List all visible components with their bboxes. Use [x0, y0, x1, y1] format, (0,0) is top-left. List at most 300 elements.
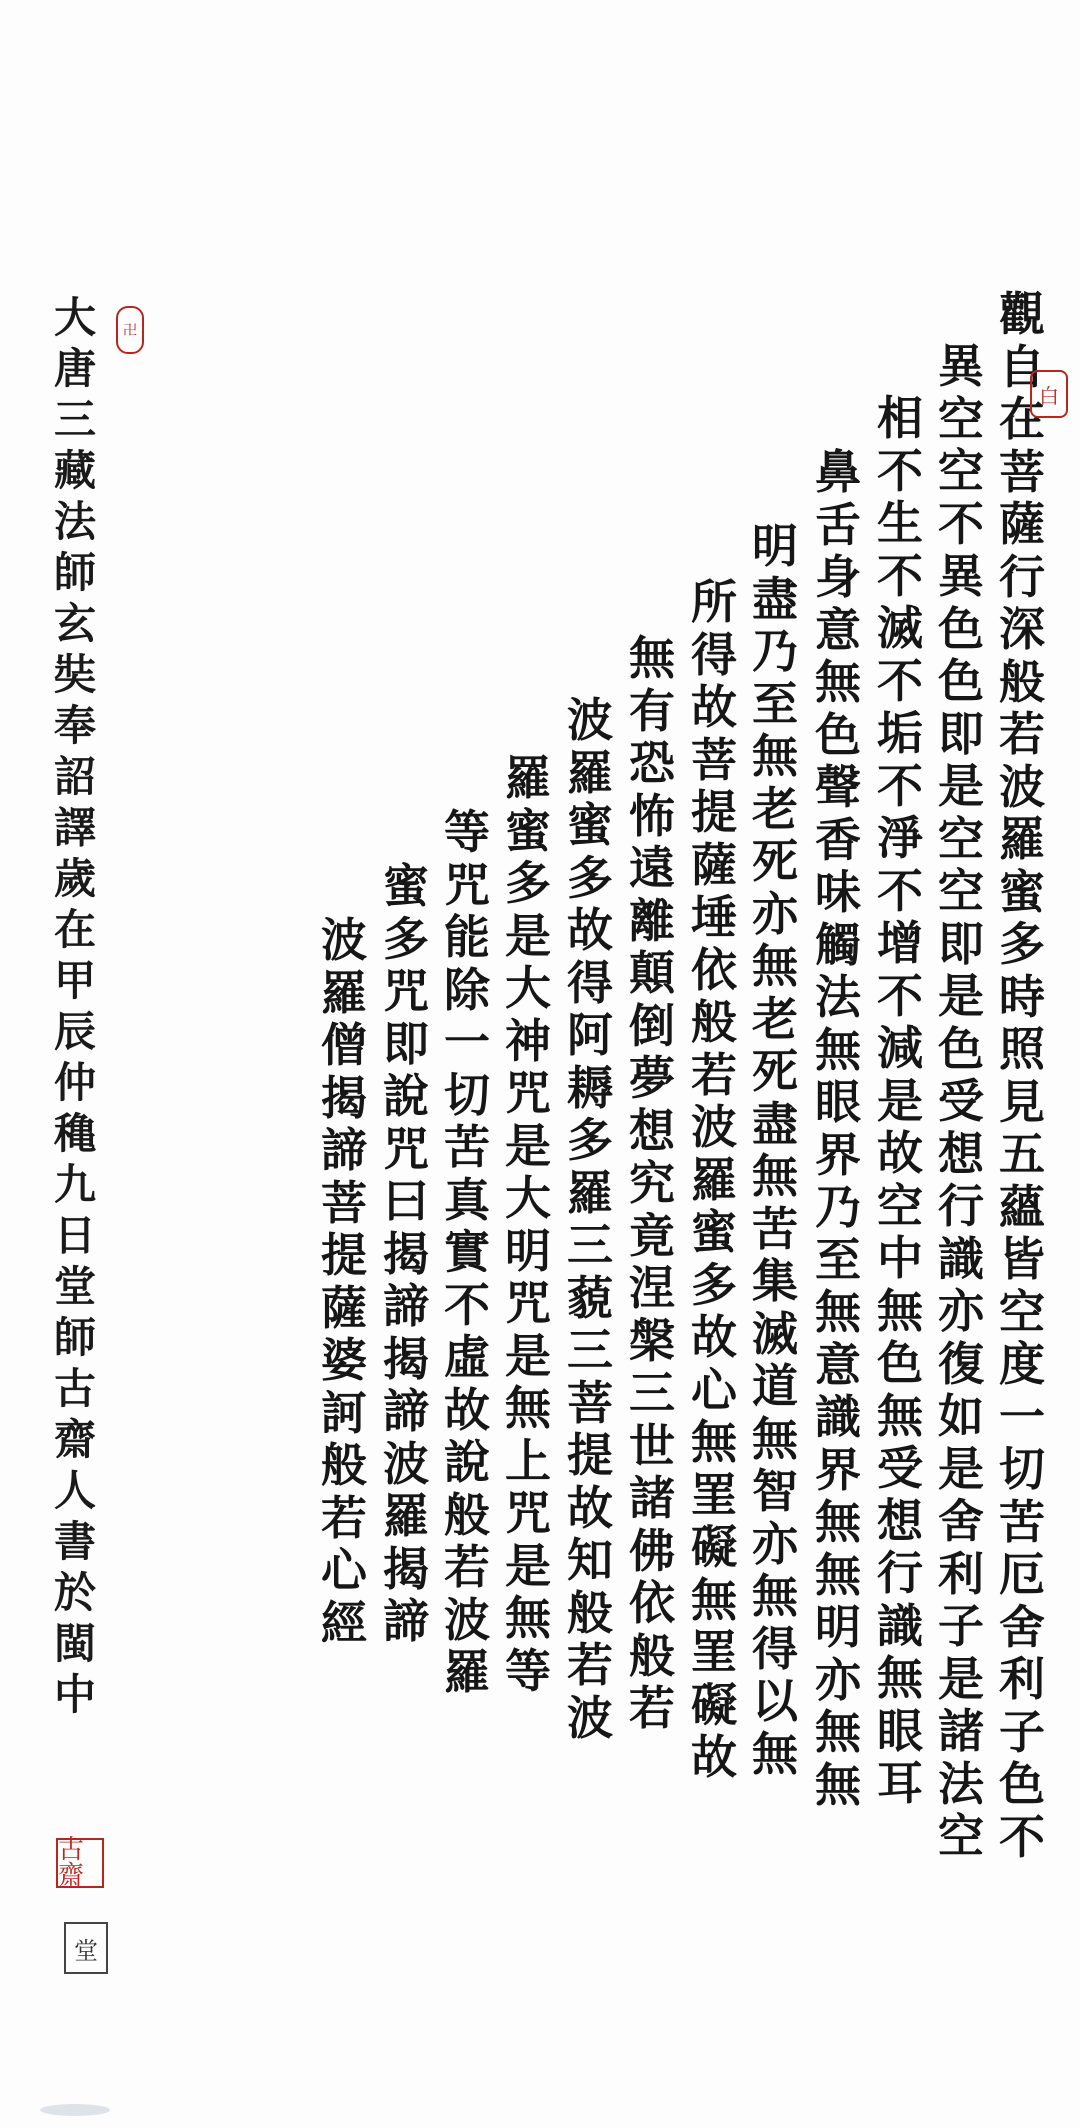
sutra-glyph: 苦	[444, 1120, 490, 1174]
sutra-glyph: 識	[815, 1390, 861, 1444]
sutra-glyph: 老	[752, 991, 798, 1046]
sutra-glyph: 諦	[383, 1279, 429, 1333]
sutra-glyph: 依	[691, 942, 737, 997]
sutra-glyph: 明	[505, 1223, 551, 1278]
sutra-glyph: 多	[567, 1113, 613, 1167]
sutra-glyph: 是	[505, 1118, 551, 1173]
sutra-glyph: 是	[505, 1538, 551, 1593]
sutra-glyph: 不	[877, 443, 923, 498]
sutra-glyph: 在	[999, 392, 1045, 446]
sutra-glyph: 三	[629, 1366, 675, 1420]
sutra-glyph: 亦	[752, 1516, 798, 1571]
sutra-glyph: 空	[938, 391, 984, 446]
sutra-glyph: 訶	[321, 1385, 367, 1440]
sutra-glyph: 埵	[691, 890, 737, 944]
sutra-glyph: 切	[999, 1442, 1045, 1496]
sutra-glyph: 垢	[877, 706, 923, 760]
sutra-glyph: 得	[691, 627, 737, 682]
sutra-glyph: 若	[999, 707, 1045, 761]
sutra-glyph: 諦	[321, 1123, 367, 1177]
signature-column	[48, 292, 102, 1720]
sutra-glyph: 大	[505, 1171, 551, 1225]
sutra-glyph: 利	[999, 1652, 1045, 1706]
sutra-glyph: 羅	[383, 1489, 429, 1543]
sutra-glyph: 諦	[383, 1384, 429, 1438]
sutra-glyph: 是	[505, 1328, 551, 1383]
sutra-glyph: 無	[815, 1705, 861, 1759]
sutra-glyph: 提	[691, 785, 737, 839]
sutra-glyph: 神	[505, 1013, 551, 1068]
signature-glyph: 穐	[53, 1109, 96, 1158]
sutra-glyph: 無	[877, 1651, 923, 1705]
sutra-glyph: 想	[938, 1126, 984, 1181]
sutra-column-5	[745, 520, 805, 1780]
sutra-glyph: 若	[321, 1490, 367, 1545]
sutra-glyph: 羅	[691, 1152, 737, 1207]
sutra-glyph: 僧	[321, 1018, 367, 1072]
sutra-glyph: 不	[877, 758, 923, 813]
photo-edge-shadow	[40, 2104, 110, 2116]
sutra-glyph: 得	[567, 955, 613, 1010]
sutra-glyph: 空	[938, 444, 984, 498]
sutra-glyph: 般	[444, 1487, 490, 1542]
sutra-glyph: 無	[752, 1726, 798, 1781]
sutra-glyph: 意	[815, 602, 861, 657]
sutra-glyph: 色	[938, 1021, 984, 1076]
sutra-glyph: 般	[567, 1585, 613, 1640]
sutra-glyph: 集	[752, 1254, 798, 1308]
sutra-glyph: 波	[321, 913, 367, 967]
sutra-glyph: 即	[938, 916, 984, 971]
sutra-glyph: 揭	[383, 1541, 429, 1596]
sutra-glyph: 離	[629, 893, 675, 948]
sutra-glyph: 佛	[629, 1523, 675, 1578]
sutra-glyph: 不	[877, 548, 923, 603]
sutra-glyph: 無	[691, 1572, 737, 1627]
sutra-glyph: 諦	[383, 1594, 429, 1648]
sutra-glyph: 羅	[567, 1165, 613, 1220]
sutra-glyph: 是	[938, 759, 984, 813]
sutra-glyph: 盡	[752, 571, 798, 626]
sutra-glyph: 無	[752, 1411, 798, 1466]
sutra-glyph: 受	[938, 1074, 984, 1128]
sutra-glyph: 識	[877, 1598, 923, 1653]
sutra-glyph: 無	[629, 631, 675, 685]
sutra-glyph: 淨	[877, 811, 923, 865]
sutra-glyph: 不	[444, 1277, 490, 1332]
sutra-glyph: 羅	[567, 745, 613, 800]
sutra-glyph: 三	[567, 1323, 613, 1377]
sutra-glyph: 蜜	[999, 864, 1045, 919]
signature-glyph: 三	[53, 395, 96, 444]
sutra-glyph: 聲	[815, 760, 861, 814]
seal-name: 古齋	[56, 1838, 104, 1888]
sutra-glyph: 所	[691, 575, 737, 629]
signature-glyph: 藏	[53, 446, 96, 495]
sutra-glyph: 心	[321, 1543, 367, 1597]
signature-glyph: 譯	[53, 803, 96, 852]
sutra-glyph: 味	[815, 865, 861, 919]
sutra-glyph: 死	[752, 1044, 798, 1098]
sutra-glyph: 色	[938, 601, 984, 656]
sutra-glyph: 利	[938, 1546, 984, 1601]
sutra-glyph: 藐	[567, 1270, 613, 1325]
sutra-glyph: 受	[877, 1441, 923, 1495]
sutra-glyph: 無	[505, 1381, 551, 1435]
sutra-glyph: 是	[877, 1073, 923, 1128]
sutra-glyph: 皆	[999, 1232, 1045, 1286]
sutra-glyph: 觸	[815, 917, 861, 972]
sutra-glyph: 槃	[629, 1313, 675, 1368]
sutra-glyph: 是	[505, 908, 551, 963]
sutra-glyph: 故	[567, 903, 613, 957]
sutra-glyph: 故	[444, 1382, 490, 1437]
sutra-glyph: 蜜	[691, 1205, 737, 1259]
sutra-glyph: 多	[691, 1257, 737, 1312]
sutra-glyph: 即	[938, 706, 984, 761]
sutra-glyph: 咒	[505, 1276, 551, 1330]
sutra-glyph: 中	[877, 1231, 923, 1285]
sutra-glyph: 空	[938, 1809, 984, 1863]
sutra-glyph: 舌	[815, 497, 861, 552]
signature-glyph: 奘	[53, 650, 96, 699]
sutra-glyph: 揭	[383, 1331, 429, 1386]
signature-glyph: 於	[53, 1568, 96, 1617]
sutra-glyph: 無	[815, 1022, 861, 1077]
sutra-glyph: 說	[383, 1069, 429, 1123]
sutra-glyph: 觀	[999, 287, 1045, 341]
sutra-glyph: 相	[877, 391, 923, 445]
signature-glyph: 中	[53, 1670, 96, 1719]
sutra-glyph: 波	[691, 1100, 737, 1154]
sutra-glyph: 羅	[444, 1645, 490, 1699]
signature-glyph: 人	[53, 1466, 96, 1515]
sutra-glyph: 乃	[752, 624, 798, 678]
sutra-glyph: 薩	[999, 497, 1045, 551]
sutra-glyph: 色	[877, 1336, 923, 1390]
sutra-glyph: 竟	[629, 1208, 675, 1263]
sutra-glyph: 能	[444, 910, 490, 964]
sutra-column-4	[808, 446, 868, 1811]
sutra-glyph: 咒	[383, 964, 429, 1018]
sutra-glyph: 無	[752, 729, 798, 783]
signature-glyph: 閩	[53, 1619, 96, 1668]
sutra-glyph: 空	[999, 1284, 1045, 1339]
sutra-glyph: 舍	[999, 1599, 1045, 1654]
sutra-glyph: 耨	[567, 1060, 613, 1115]
sutra-glyph: 至	[752, 676, 798, 731]
sutra-glyph: 無	[815, 1495, 861, 1549]
sutra-column-9	[498, 752, 558, 1697]
sutra-glyph: 行	[877, 1546, 923, 1600]
sutra-glyph: 無	[877, 1388, 923, 1443]
sutra-glyph: 蜜	[383, 859, 429, 913]
sutra-glyph: 不	[877, 863, 923, 918]
sutra-glyph: 耳	[877, 1756, 923, 1810]
sutra-glyph: 度	[999, 1337, 1045, 1391]
sutra-glyph: 亦	[752, 886, 798, 941]
sutra-glyph: 等	[505, 1643, 551, 1698]
sutra-glyph: 般	[999, 654, 1045, 709]
sutra-glyph: 礙	[691, 1520, 737, 1574]
signature-glyph: 玄	[53, 599, 96, 648]
sutra-glyph: 減	[877, 1021, 923, 1075]
signature-glyph: 師	[53, 1313, 96, 1362]
sutra-glyph: 多	[567, 850, 613, 905]
sutra-glyph: 倒	[629, 998, 675, 1053]
sutra-glyph: 子	[938, 1599, 984, 1653]
sutra-glyph: 亦	[815, 1652, 861, 1707]
sutra-glyph: 行	[938, 1179, 984, 1233]
signature-glyph: 甲	[53, 956, 96, 1005]
sutra-glyph: 明	[815, 1600, 861, 1654]
sutra-glyph: 薩	[691, 837, 737, 892]
sutra-glyph: 子	[999, 1704, 1045, 1759]
sutra-glyph: 若	[567, 1638, 613, 1692]
sutra-glyph: 大	[505, 961, 551, 1015]
sutra-glyph: 故	[691, 680, 737, 734]
sutra-glyph: 依	[629, 1576, 675, 1630]
sutra-glyph: 滅	[877, 601, 923, 655]
sutra-glyph: 故	[877, 1126, 923, 1180]
sutra-glyph: 上	[505, 1433, 551, 1488]
sutra-glyph: 遠	[629, 841, 675, 895]
sutra-column-12	[314, 914, 374, 1649]
sutra-glyph: 生	[877, 496, 923, 550]
sutra-glyph: 揭	[383, 1226, 429, 1281]
sutra-glyph: 明	[752, 519, 798, 573]
sutra-glyph: 深	[999, 602, 1045, 656]
sutra-glyph: 多	[383, 911, 429, 966]
sutra-glyph: 虛	[444, 1330, 490, 1384]
sutra-glyph: 切	[444, 1067, 490, 1122]
sutra-glyph: 智	[752, 1464, 798, 1518]
signature-glyph: 奉	[53, 701, 96, 750]
sutra-glyph: 諸	[629, 1471, 675, 1525]
sutra-glyph: 意	[815, 1337, 861, 1392]
sutra-glyph: 照	[999, 1022, 1045, 1076]
signature-glyph: 堂	[53, 1262, 96, 1311]
sutra-glyph: 般	[321, 1438, 367, 1492]
sutra-glyph: 見	[999, 1074, 1045, 1129]
sutra-glyph: 咒	[383, 1121, 429, 1176]
sutra-column-2	[931, 340, 991, 1863]
sutra-glyph: 以	[752, 1674, 798, 1728]
sutra-glyph: 除	[444, 962, 490, 1017]
sutra-glyph: 罣	[691, 1625, 737, 1679]
seal-top-right: 白	[1030, 370, 1068, 418]
sutra-glyph: 蜜	[505, 803, 551, 858]
sutra-glyph: 增	[877, 916, 923, 970]
sutra-glyph: 無	[752, 939, 798, 993]
sutra-glyph: 自	[999, 339, 1045, 394]
sutra-glyph: 空	[877, 1178, 923, 1233]
signature-glyph: 古	[53, 1364, 96, 1413]
sutra-glyph: 不	[938, 496, 984, 551]
sutra-glyph: 諸	[938, 1704, 984, 1758]
sutra-glyph: 法	[938, 1756, 984, 1811]
sutra-glyph: 無	[752, 1569, 798, 1623]
signature-glyph: 師	[53, 548, 96, 597]
sutra-glyph: 故	[691, 1730, 737, 1784]
sutra-glyph: 界	[815, 1442, 861, 1497]
sutra-glyph: 滅	[752, 1306, 798, 1361]
sutra-glyph: 羅	[999, 812, 1045, 866]
sutra-glyph: 厄	[999, 1547, 1045, 1601]
sutra-glyph: 異	[938, 549, 984, 603]
sutra-glyph: 波	[444, 1592, 490, 1647]
sutra-glyph: 揭	[321, 1070, 367, 1125]
sutra-glyph: 法	[815, 970, 861, 1024]
sutra-glyph: 罣	[691, 1467, 737, 1522]
sutra-glyph: 道	[752, 1359, 798, 1413]
sutra-glyph: 菩	[321, 1175, 367, 1230]
sutra-glyph: 色	[815, 707, 861, 762]
sutra-glyph: 婆	[321, 1333, 367, 1387]
signature-glyph: 在	[53, 905, 96, 954]
sutra-glyph: 苦	[999, 1494, 1045, 1549]
sutra-glyph: 羅	[321, 965, 367, 1020]
sutra-glyph: 色	[999, 1757, 1045, 1811]
sutra-glyph: 無	[752, 1149, 798, 1203]
sutra-glyph: 多	[999, 917, 1045, 971]
sutra-glyph: 故	[691, 1310, 737, 1364]
sutra-glyph: 提	[567, 1428, 613, 1482]
sutra-glyph: 羅	[505, 751, 551, 805]
sutra-glyph: 菩	[691, 732, 737, 787]
sutra-glyph: 薩	[321, 1280, 367, 1335]
sutra-glyph: 復	[938, 1336, 984, 1391]
sutra-glyph: 想	[629, 1103, 675, 1158]
sutra-glyph: 無	[505, 1591, 551, 1645]
signature-glyph: 大	[53, 293, 96, 342]
sutra-glyph: 不	[877, 653, 923, 708]
sutra-glyph: 鼻	[815, 445, 861, 499]
sutra-glyph: 世	[629, 1418, 675, 1473]
signature-glyph: 齋	[53, 1415, 96, 1464]
sutra-glyph: 涅	[629, 1261, 675, 1315]
sutra-column-11	[376, 860, 436, 1648]
sutra-glyph: 身	[815, 550, 861, 604]
sutra-glyph: 般	[691, 995, 737, 1049]
sutra-glyph: 有	[629, 683, 675, 738]
signature-glyph: 法	[53, 497, 96, 546]
sutra-column-1	[992, 288, 1052, 1863]
sutra-glyph: 行	[999, 549, 1045, 604]
sutra-glyph: 菩	[567, 1375, 613, 1430]
signature-glyph: 書	[53, 1517, 96, 1566]
sutra-glyph: 是	[938, 1441, 984, 1496]
sutra-glyph: 香	[815, 812, 861, 867]
sutra-column-8	[560, 694, 620, 1744]
sutra-glyph: 至	[815, 1232, 861, 1287]
sutra-glyph: 一	[999, 1389, 1045, 1444]
signature-glyph: 歲	[53, 854, 96, 903]
sutra-glyph: 怖	[629, 788, 675, 843]
sutra-column-7	[622, 632, 682, 1735]
sutra-glyph: 一	[444, 1015, 490, 1069]
sutra-glyph: 知	[567, 1533, 613, 1587]
signature-glyph: 日	[53, 1211, 96, 1260]
sutra-glyph: 經	[321, 1595, 367, 1650]
sutra-glyph: 得	[752, 1621, 798, 1676]
seal-lead: 卍	[116, 306, 144, 354]
signature-glyph: 辰	[53, 1007, 96, 1056]
sutra-glyph: 若	[444, 1540, 490, 1594]
sutra-glyph: 多	[505, 856, 551, 910]
sutra-glyph: 菩	[999, 444, 1045, 499]
sutra-glyph: 咒	[505, 1486, 551, 1540]
sutra-glyph: 若	[629, 1681, 675, 1735]
sutra-glyph: 如	[938, 1389, 984, 1443]
sutra-glyph: 顛	[629, 946, 675, 1000]
sutra-glyph: 波	[567, 1690, 613, 1745]
sutra-glyph: 識	[938, 1231, 984, 1286]
sutra-glyph: 亦	[938, 1284, 984, 1338]
sutra-glyph: 礙	[691, 1677, 737, 1732]
sutra-glyph: 夢	[629, 1051, 675, 1105]
sutra-glyph: 若	[691, 1047, 737, 1102]
sutra-glyph: 時	[999, 969, 1045, 1024]
sutra-glyph: 般	[629, 1628, 675, 1683]
sutra-glyph: 曰	[383, 1174, 429, 1228]
sutra-glyph: 無	[815, 1757, 861, 1812]
sutra-glyph: 是	[938, 1651, 984, 1706]
sutra-glyph: 是	[938, 969, 984, 1023]
sutra-glyph: 舍	[938, 1494, 984, 1548]
sutra-glyph: 究	[629, 1156, 675, 1210]
sutra-glyph: 阿	[567, 1008, 613, 1062]
sutra-glyph: 波	[567, 693, 613, 747]
sutra-glyph: 恐	[629, 736, 675, 790]
sutra-glyph: 真	[444, 1172, 490, 1227]
sutra-glyph: 無	[815, 655, 861, 709]
sutra-glyph: 異	[938, 339, 984, 393]
sutra-column-10	[437, 806, 497, 1699]
sutra-glyph: 眼	[815, 1075, 861, 1129]
sutra-glyph: 故	[567, 1480, 613, 1535]
sutra-glyph: 無	[815, 1285, 861, 1339]
sutra-glyph: 眼	[877, 1703, 923, 1758]
sutra-glyph: 蘊	[999, 1179, 1045, 1234]
sutra-glyph: 界	[815, 1127, 861, 1182]
sutra-glyph: 五	[999, 1127, 1045, 1181]
sutra-glyph: 波	[383, 1436, 429, 1491]
signature-glyph: 九	[53, 1160, 96, 1209]
sutra-column-3	[870, 392, 930, 1810]
sutra-glyph: 盡	[752, 1096, 798, 1151]
sutra-glyph: 空	[938, 811, 984, 866]
sutra-glyph: 三	[567, 1218, 613, 1272]
sutra-glyph: 乃	[815, 1180, 861, 1234]
sutra-glyph: 實	[444, 1225, 490, 1279]
seal-square: 堂	[64, 1922, 108, 1974]
sutra-glyph: 不	[999, 1809, 1045, 1864]
sutra-glyph: 無	[691, 1415, 737, 1469]
sutra-column-6	[684, 576, 744, 1784]
sutra-glyph: 心	[691, 1362, 737, 1417]
sutra-glyph: 蜜	[567, 798, 613, 852]
sutra-glyph: 說	[444, 1435, 490, 1489]
sutra-glyph: 波	[999, 759, 1045, 814]
sutra-glyph: 不	[877, 968, 923, 1023]
sutra-glyph: 苦	[752, 1201, 798, 1256]
sutra-glyph: 死	[752, 834, 798, 888]
sutra-glyph: 無	[877, 1283, 923, 1338]
sutra-glyph: 老	[752, 781, 798, 836]
sutra-glyph: 即	[383, 1016, 429, 1071]
sutra-glyph: 提	[321, 1228, 367, 1282]
